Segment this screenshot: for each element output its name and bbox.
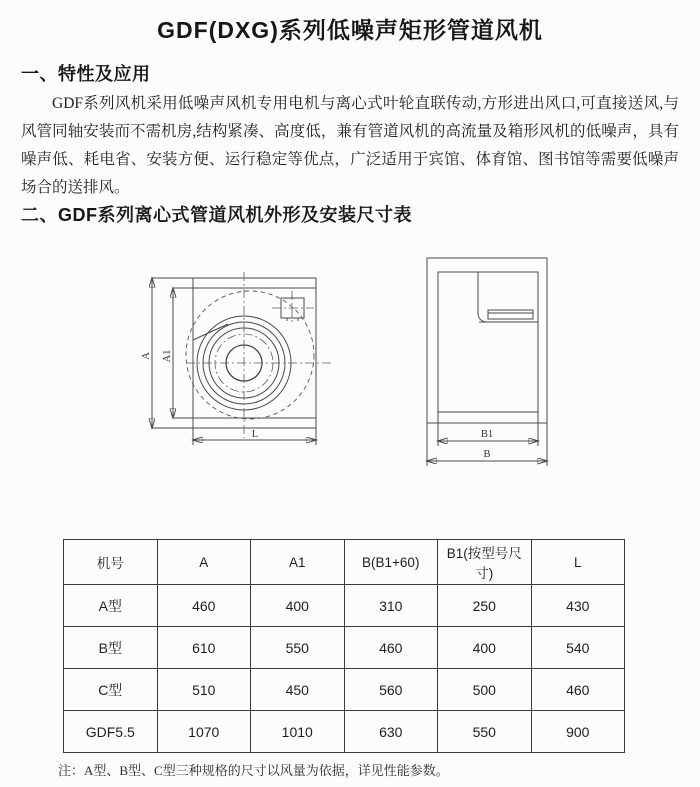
table-header-row <box>64 540 625 585</box>
value-cell: 610 <box>157 627 251 669</box>
dim-label-b1: B1 <box>480 429 494 440</box>
model-cell: C型 <box>64 669 158 711</box>
impeller-circles <box>186 291 314 419</box>
value-cell: 900 <box>531 711 625 753</box>
value-cell: 400 <box>251 585 345 627</box>
value-cell: 310 <box>344 585 438 627</box>
motor-bracket <box>478 272 538 322</box>
value-cell: 430 <box>531 585 625 627</box>
table-row <box>64 627 625 669</box>
value-cell: 1010 <box>251 711 345 753</box>
value-cell: 550 <box>438 711 532 753</box>
value-cell: 400 <box>438 627 532 669</box>
side-view-diagram <box>410 248 630 473</box>
model-cell: A型 <box>64 585 158 627</box>
page-title: GDF(DXG)系列低噪声矩形管道风机 <box>157 17 543 43</box>
header-cell: B(B1+60) <box>344 540 438 585</box>
value-cell: 460 <box>157 585 251 627</box>
value-cell: 510 <box>157 669 251 711</box>
value-cell: 1070 <box>157 711 251 753</box>
value-cell: 630 <box>344 711 438 753</box>
table-row <box>64 669 625 711</box>
header-cell: B1(按型号尺寸) <box>438 540 532 585</box>
table-row <box>64 711 625 753</box>
dim-label-a: A <box>141 352 152 360</box>
value-cell: 450 <box>251 669 345 711</box>
model-cell: B型 <box>64 627 158 669</box>
casing-outline <box>427 258 547 423</box>
value-cell: 540 <box>531 627 625 669</box>
fan-casing-outline <box>174 278 316 428</box>
value-cell: 460 <box>344 627 438 669</box>
value-cell: 250 <box>438 585 532 627</box>
header-cell: A1 <box>251 540 345 585</box>
header-cell: A <box>157 540 251 585</box>
table-note: 注：A型、B型、C型三种规格的尺寸以风量为依据，详见性能参数。 <box>58 763 449 778</box>
front-view-diagram <box>140 248 390 453</box>
section1-heading: 一、特性及应用 <box>21 64 151 84</box>
section1-paragraph: GDF系列风机采用低噪声风机专用电机与离心式叶轮直联传动,方形进出风口,可直接送风,与风管同轴安装而不需机房,结构紧凑、高度低，兼有管道风机的高流量及箱形风机的低噪声，具有噪声低、耗电省、安装方便、运行稳定等优点，广泛适用于宾馆、体育馆、图书馆等需要低噪声场合的送排风。 <box>21 95 679 196</box>
value-cell: 550 <box>251 627 345 669</box>
value-cell: 560 <box>344 669 438 711</box>
dim-label-b: B <box>483 449 491 460</box>
dimensions-table <box>63 539 625 753</box>
value-cell: 460 <box>531 669 625 711</box>
dim-label-a1: A1 <box>162 349 173 363</box>
table-row <box>64 585 625 627</box>
header-cell: L <box>531 540 625 585</box>
value-cell: 500 <box>438 669 532 711</box>
model-cell: GDF5.5 <box>64 711 158 753</box>
dim-label-l: L <box>251 429 259 440</box>
header-cell: 机号 <box>64 540 158 585</box>
junction-box <box>272 291 314 325</box>
section2-heading: 二、GDF系列离心式管道风机外形及安装尺寸表 <box>21 205 412 225</box>
